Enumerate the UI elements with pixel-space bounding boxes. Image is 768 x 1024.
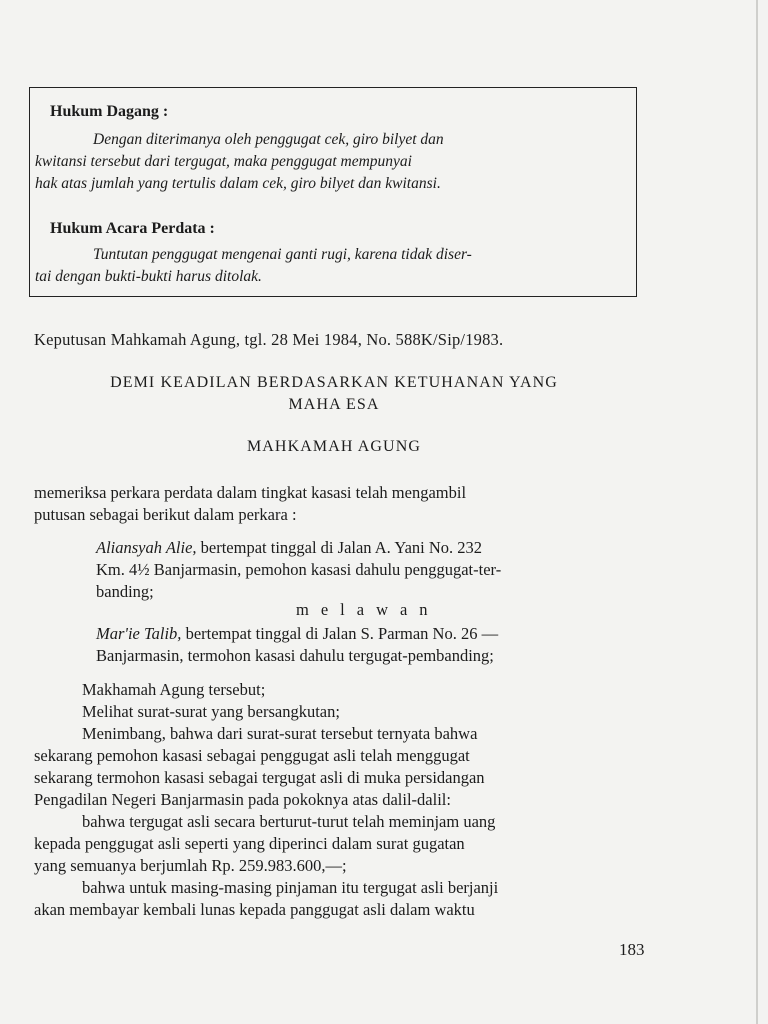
text-line: Pengadilan Negeri Banjarmasin pada pokoknya atas dalil-dalil: [34,790,451,809]
page-number: 183 [619,940,645,959]
heading-line: DEMI KEADILAN BERDASARKAN KETUHANAN YANG [110,374,558,391]
party-name: Mar'ie Talib, [96,624,182,643]
text-line: kwitansi tersebut dari tergugat, maka penggugat mempunyai [35,153,412,170]
intro-paragraph [34,482,648,526]
text-line: tai dengan bukti-bukti harus ditolak. [35,268,262,285]
text-line [96,623,646,645]
text-line: Menimbang, bahwa dari surat-surat tersebut ternyata bahwa [82,724,478,743]
text-line: sekarang pemohon kasasi sebagai penggugat asli telah menggugat [34,746,470,765]
heading-justice [34,372,634,416]
text-line: bahwa untuk masing-masing pinjaman itu tergugat asli berjanji [82,878,499,897]
text-line: Dengan diterimanya oleh penggugat cek, giro bilyet dan [93,131,444,148]
party-appellant [96,537,646,603]
box-heading-civil-procedure: Hukum Acara Perdata : [50,220,215,237]
decision-reference: Keputusan Mahkamah Agung, tgl. 28 Mei 1984, No. 588K/Sip/1983. [34,330,504,349]
text-line: Melihat surat-surat yang bersangkutan; [82,702,340,721]
party-respondent [96,623,646,667]
page-edge [756,0,758,1024]
text-line: Banjarmasin, termohon kasasi dahulu tergugat-pembanding; [96,646,494,665]
text-line: hak atas jumlah yang tertulis dalam cek, giro bilyet dan kwitansi. [35,175,441,192]
heading-court: MAHKAMAH AGUNG [246,438,422,455]
text-line: sekarang termohon kasasi sebagai tergugat asli di muka persidangan [34,768,485,787]
body-paragraphs [34,679,648,921]
text-line [96,537,646,559]
versus-label: melawan [296,600,440,619]
text-line: Tuntutan penggugat mengenai ganti rugi, karena tidak diser- [93,246,472,263]
text-line: yang semuanya berjumlah Rp. 259.983.600,—; [34,856,347,875]
text-line: bahwa tergugat asli secara berturut-turut telah meminjam uang [82,812,496,831]
box-heading-trade-law: Hukum Dagang : [50,103,169,120]
party-name: Aliansyah Alie, [96,538,197,557]
text-line: Makhamah Agung tersebut; [82,680,266,699]
text-line: banding; [96,582,154,601]
text-span: bertempat tinggal di Jalan A. Yani No. 232 [196,538,483,557]
box-text-trade-law [35,129,622,195]
text-line: akan membayar kembali lunas kepada panggugat asli dalam waktu [34,900,475,919]
text-line: Km. 4½ Banjarmasin, pemohon kasasi dahulu penggugat-ter- [96,560,502,579]
text-span: bertempat tinggal di Jalan S. Parman No. 26 — [181,624,499,643]
summary-box [29,87,637,297]
text-line: putusan sebagai berikut dalam perkara : [34,505,297,524]
box-text-civil-procedure [35,244,622,288]
heading-line: MAHA ESA [288,396,380,413]
text-line: kepada penggugat asli seperti yang diperinci dalam surat gugatan [34,834,465,853]
text-line: memeriksa perkara perdata dalam tingkat kasasi telah mengambil [34,483,467,502]
